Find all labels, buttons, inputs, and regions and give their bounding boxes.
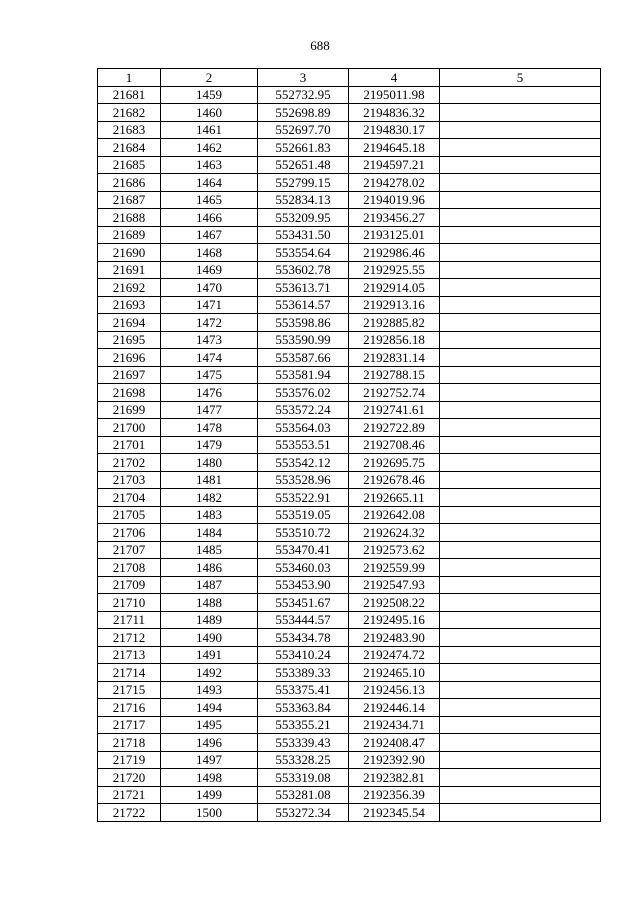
y-coordinate-cell: 2194019.96 — [349, 191, 440, 209]
y-coordinate-cell: 2192474.72 — [349, 646, 440, 664]
table-row — [98, 296, 601, 314]
vertex-number-cell: 1463 — [161, 156, 258, 174]
y-coordinate-cell: 2192547.93 — [349, 576, 440, 594]
y-coordinate-cell: 2192856.18 — [349, 331, 440, 349]
point-number-cell: 21692 — [98, 279, 161, 297]
vertex-number-cell: 1476 — [161, 384, 258, 402]
note-cell — [440, 751, 601, 769]
note-cell — [440, 296, 601, 314]
vertex-number-cell: 1489 — [161, 611, 258, 629]
table-row — [98, 786, 601, 804]
point-number-cell: 21690 — [98, 244, 161, 262]
x-coordinate-cell: 553572.24 — [258, 401, 349, 419]
point-number-cell: 21719 — [98, 751, 161, 769]
table-row — [98, 681, 601, 699]
note-cell — [440, 191, 601, 209]
point-number-cell: 21711 — [98, 611, 161, 629]
vertex-number-cell: 1473 — [161, 331, 258, 349]
vertex-number-cell: 1484 — [161, 524, 258, 542]
table-row — [98, 751, 601, 769]
vertex-number-cell: 1496 — [161, 734, 258, 752]
table-row — [98, 541, 601, 559]
y-coordinate-cell: 2192446.14 — [349, 699, 440, 717]
x-coordinate-cell: 553453.90 — [258, 576, 349, 594]
note-cell — [440, 454, 601, 472]
note-cell — [440, 436, 601, 454]
y-coordinate-cell: 2192788.15 — [349, 366, 440, 384]
table-row — [98, 506, 601, 524]
x-coordinate-cell: 553598.86 — [258, 314, 349, 332]
x-coordinate-cell: 553434.78 — [258, 629, 349, 647]
table-row — [98, 366, 601, 384]
point-number-cell: 21689 — [98, 226, 161, 244]
y-coordinate-cell: 2192483.90 — [349, 629, 440, 647]
table-row — [98, 244, 601, 262]
table-row — [98, 769, 601, 787]
point-number-cell: 21683 — [98, 121, 161, 139]
coordinates-table — [97, 68, 601, 822]
note-cell — [440, 646, 601, 664]
table-row — [98, 436, 601, 454]
table-row — [98, 191, 601, 209]
x-coordinate-cell: 553328.25 — [258, 751, 349, 769]
note-cell — [440, 349, 601, 367]
x-coordinate-cell: 553444.57 — [258, 611, 349, 629]
table-row — [98, 804, 601, 822]
vertex-number-cell: 1495 — [161, 716, 258, 734]
note-cell — [440, 401, 601, 419]
point-number-cell: 21705 — [98, 506, 161, 524]
table-row — [98, 664, 601, 682]
x-coordinate-cell: 553581.94 — [258, 366, 349, 384]
page-number: 688 — [310, 38, 330, 53]
vertex-number-cell: 1468 — [161, 244, 258, 262]
x-coordinate-cell: 553576.02 — [258, 384, 349, 402]
y-coordinate-cell: 2194278.02 — [349, 174, 440, 192]
column-header: 2 — [161, 69, 258, 87]
vertex-number-cell: 1485 — [161, 541, 258, 559]
point-number-cell: 21721 — [98, 786, 161, 804]
table-row — [98, 121, 601, 139]
vertex-number-cell: 1475 — [161, 366, 258, 384]
point-number-cell: 21720 — [98, 769, 161, 787]
table-row — [98, 331, 601, 349]
x-coordinate-cell: 553519.05 — [258, 506, 349, 524]
x-coordinate-cell: 553542.12 — [258, 454, 349, 472]
y-coordinate-cell: 2192741.61 — [349, 401, 440, 419]
x-coordinate-cell: 553470.41 — [258, 541, 349, 559]
point-number-cell: 21695 — [98, 331, 161, 349]
y-coordinate-cell: 2192508.22 — [349, 594, 440, 612]
column-header: 3 — [258, 69, 349, 87]
vertex-number-cell: 1479 — [161, 436, 258, 454]
table-row — [98, 226, 601, 244]
table-row — [98, 401, 601, 419]
table-row — [98, 349, 601, 367]
point-number-cell: 21709 — [98, 576, 161, 594]
point-number-cell: 21703 — [98, 471, 161, 489]
x-coordinate-cell: 553281.08 — [258, 786, 349, 804]
x-coordinate-cell: 552698.89 — [258, 104, 349, 122]
point-number-cell: 21704 — [98, 489, 161, 507]
point-number-cell: 21685 — [98, 156, 161, 174]
x-coordinate-cell: 553510.72 — [258, 524, 349, 542]
note-cell — [440, 314, 601, 332]
y-coordinate-cell: 2192665.11 — [349, 489, 440, 507]
vertex-number-cell: 1478 — [161, 419, 258, 437]
vertex-number-cell: 1499 — [161, 786, 258, 804]
table-row — [98, 384, 601, 402]
point-number-cell: 21713 — [98, 646, 161, 664]
y-coordinate-cell: 2192752.74 — [349, 384, 440, 402]
vertex-number-cell: 1459 — [161, 86, 258, 104]
point-number-cell: 21712 — [98, 629, 161, 647]
vertex-number-cell: 1498 — [161, 769, 258, 787]
vertex-number-cell: 1466 — [161, 209, 258, 227]
point-number-cell: 21691 — [98, 261, 161, 279]
y-coordinate-cell: 2194597.21 — [349, 156, 440, 174]
table-row — [98, 524, 601, 542]
point-number-cell: 21715 — [98, 681, 161, 699]
x-coordinate-cell: 553522.91 — [258, 489, 349, 507]
table-row — [98, 139, 601, 157]
table-row — [98, 86, 601, 104]
point-number-cell: 21710 — [98, 594, 161, 612]
point-number-cell: 21696 — [98, 349, 161, 367]
y-coordinate-cell: 2192392.90 — [349, 751, 440, 769]
vertex-number-cell: 1470 — [161, 279, 258, 297]
table-row — [98, 261, 601, 279]
note-cell — [440, 471, 601, 489]
y-coordinate-cell: 2192722.89 — [349, 419, 440, 437]
x-coordinate-cell: 553614.57 — [258, 296, 349, 314]
column-header: 1 — [98, 69, 161, 87]
x-coordinate-cell: 553602.78 — [258, 261, 349, 279]
table-row — [98, 209, 601, 227]
table-row — [98, 734, 601, 752]
note-cell — [440, 734, 601, 752]
vertex-number-cell: 1469 — [161, 261, 258, 279]
note-cell — [440, 156, 601, 174]
y-coordinate-cell: 2192914.05 — [349, 279, 440, 297]
x-coordinate-cell: 553528.96 — [258, 471, 349, 489]
table-body — [98, 69, 601, 822]
note-cell — [440, 716, 601, 734]
y-coordinate-cell: 2192986.46 — [349, 244, 440, 262]
y-coordinate-cell: 2192678.46 — [349, 471, 440, 489]
x-coordinate-cell: 552697.70 — [258, 121, 349, 139]
table-row — [98, 314, 601, 332]
point-number-cell: 21699 — [98, 401, 161, 419]
vertex-number-cell: 1477 — [161, 401, 258, 419]
point-number-cell: 21702 — [98, 454, 161, 472]
point-number-cell: 21701 — [98, 436, 161, 454]
x-coordinate-cell: 553375.41 — [258, 681, 349, 699]
note-cell — [440, 279, 601, 297]
note-cell — [440, 524, 601, 542]
vertex-number-cell: 1471 — [161, 296, 258, 314]
vertex-number-cell: 1491 — [161, 646, 258, 664]
vertex-number-cell: 1474 — [161, 349, 258, 367]
x-coordinate-cell: 553554.64 — [258, 244, 349, 262]
vertex-number-cell: 1481 — [161, 471, 258, 489]
vertex-number-cell: 1500 — [161, 804, 258, 822]
x-coordinate-cell: 553613.71 — [258, 279, 349, 297]
table-row — [98, 104, 601, 122]
vertex-number-cell: 1483 — [161, 506, 258, 524]
note-cell — [440, 611, 601, 629]
note-cell — [440, 104, 601, 122]
y-coordinate-cell: 2192925.55 — [349, 261, 440, 279]
x-coordinate-cell: 553319.08 — [258, 769, 349, 787]
vertex-number-cell: 1472 — [161, 314, 258, 332]
column-header: 4 — [349, 69, 440, 87]
note-cell — [440, 699, 601, 717]
y-coordinate-cell: 2192345.54 — [349, 804, 440, 822]
x-coordinate-cell: 553410.24 — [258, 646, 349, 664]
note-cell — [440, 576, 601, 594]
note-cell — [440, 541, 601, 559]
x-coordinate-cell: 553363.84 — [258, 699, 349, 717]
point-number-cell: 21687 — [98, 191, 161, 209]
note-cell — [440, 559, 601, 577]
y-coordinate-cell: 2192831.14 — [349, 349, 440, 367]
point-number-cell: 21708 — [98, 559, 161, 577]
vertex-number-cell: 1464 — [161, 174, 258, 192]
point-number-cell: 21697 — [98, 366, 161, 384]
point-number-cell: 21693 — [98, 296, 161, 314]
table-header-row — [98, 69, 601, 87]
x-coordinate-cell: 553389.33 — [258, 664, 349, 682]
table-row — [98, 699, 601, 717]
table-row — [98, 716, 601, 734]
x-coordinate-cell: 553209.95 — [258, 209, 349, 227]
y-coordinate-cell: 2192356.39 — [349, 786, 440, 804]
y-coordinate-cell: 2192559.99 — [349, 559, 440, 577]
note-cell — [440, 384, 601, 402]
point-number-cell: 21694 — [98, 314, 161, 332]
point-number-cell: 21700 — [98, 419, 161, 437]
y-coordinate-cell: 2192913.16 — [349, 296, 440, 314]
note-cell — [440, 664, 601, 682]
note-cell — [440, 174, 601, 192]
y-coordinate-cell: 2194836.32 — [349, 104, 440, 122]
x-coordinate-cell: 553451.67 — [258, 594, 349, 612]
y-coordinate-cell: 2192434.71 — [349, 716, 440, 734]
point-number-cell: 21707 — [98, 541, 161, 559]
vertex-number-cell: 1482 — [161, 489, 258, 507]
y-coordinate-cell: 2192456.13 — [349, 681, 440, 699]
vertex-number-cell: 1462 — [161, 139, 258, 157]
note-cell — [440, 681, 601, 699]
note-cell — [440, 226, 601, 244]
y-coordinate-cell: 2193456.27 — [349, 209, 440, 227]
x-coordinate-cell: 552834.13 — [258, 191, 349, 209]
x-coordinate-cell: 553339.43 — [258, 734, 349, 752]
note-cell — [440, 86, 601, 104]
point-number-cell: 21684 — [98, 139, 161, 157]
point-number-cell: 21714 — [98, 664, 161, 682]
table-row — [98, 419, 601, 437]
point-number-cell: 21717 — [98, 716, 161, 734]
vertex-number-cell: 1488 — [161, 594, 258, 612]
y-coordinate-cell: 2192708.46 — [349, 436, 440, 454]
vertex-number-cell: 1461 — [161, 121, 258, 139]
note-cell — [440, 121, 601, 139]
y-coordinate-cell: 2192382.81 — [349, 769, 440, 787]
y-coordinate-cell: 2193125.01 — [349, 226, 440, 244]
vertex-number-cell: 1487 — [161, 576, 258, 594]
note-cell — [440, 139, 601, 157]
y-coordinate-cell: 2192642.08 — [349, 506, 440, 524]
y-coordinate-cell: 2192495.16 — [349, 611, 440, 629]
y-coordinate-cell: 2195011.98 — [349, 86, 440, 104]
table-row — [98, 576, 601, 594]
y-coordinate-cell: 2192624.32 — [349, 524, 440, 542]
x-coordinate-cell: 553355.21 — [258, 716, 349, 734]
x-coordinate-cell: 553590.99 — [258, 331, 349, 349]
vertex-number-cell: 1497 — [161, 751, 258, 769]
column-header: 5 — [440, 69, 601, 87]
table-row — [98, 174, 601, 192]
vertex-number-cell: 1486 — [161, 559, 258, 577]
x-coordinate-cell: 552799.15 — [258, 174, 349, 192]
x-coordinate-cell: 553587.66 — [258, 349, 349, 367]
point-number-cell: 21698 — [98, 384, 161, 402]
table-row — [98, 471, 601, 489]
table-row — [98, 629, 601, 647]
point-number-cell: 21718 — [98, 734, 161, 752]
y-coordinate-cell: 2192695.75 — [349, 454, 440, 472]
y-coordinate-cell: 2192465.10 — [349, 664, 440, 682]
note-cell — [440, 209, 601, 227]
x-coordinate-cell: 553460.03 — [258, 559, 349, 577]
y-coordinate-cell: 2194645.18 — [349, 139, 440, 157]
table-row — [98, 454, 601, 472]
x-coordinate-cell: 553272.34 — [258, 804, 349, 822]
note-cell — [440, 804, 601, 822]
table-row — [98, 279, 601, 297]
vertex-number-cell: 1494 — [161, 699, 258, 717]
point-number-cell: 21716 — [98, 699, 161, 717]
note-cell — [440, 366, 601, 384]
x-coordinate-cell: 552651.48 — [258, 156, 349, 174]
y-coordinate-cell: 2192885.82 — [349, 314, 440, 332]
x-coordinate-cell: 553564.03 — [258, 419, 349, 437]
table-row — [98, 489, 601, 507]
vertex-number-cell: 1480 — [161, 454, 258, 472]
point-number-cell: 21688 — [98, 209, 161, 227]
point-number-cell: 21686 — [98, 174, 161, 192]
vertex-number-cell: 1493 — [161, 681, 258, 699]
vertex-number-cell: 1465 — [161, 191, 258, 209]
point-number-cell: 21706 — [98, 524, 161, 542]
x-coordinate-cell: 552661.83 — [258, 139, 349, 157]
table-row — [98, 646, 601, 664]
point-number-cell: 21682 — [98, 104, 161, 122]
note-cell — [440, 786, 601, 804]
note-cell — [440, 489, 601, 507]
x-coordinate-cell: 553431.50 — [258, 226, 349, 244]
vertex-number-cell: 1460 — [161, 104, 258, 122]
note-cell — [440, 331, 601, 349]
table-row — [98, 611, 601, 629]
point-number-cell: 21681 — [98, 86, 161, 104]
vertex-number-cell: 1492 — [161, 664, 258, 682]
vertex-number-cell: 1467 — [161, 226, 258, 244]
vertex-number-cell: 1490 — [161, 629, 258, 647]
note-cell — [440, 594, 601, 612]
note-cell — [440, 629, 601, 647]
note-cell — [440, 261, 601, 279]
note-cell — [440, 769, 601, 787]
table-row — [98, 559, 601, 577]
point-number-cell: 21722 — [98, 804, 161, 822]
y-coordinate-cell: 2194830.17 — [349, 121, 440, 139]
x-coordinate-cell: 552732.95 — [258, 86, 349, 104]
note-cell — [440, 506, 601, 524]
note-cell — [440, 419, 601, 437]
y-coordinate-cell: 2192408.47 — [349, 734, 440, 752]
x-coordinate-cell: 553553.51 — [258, 436, 349, 454]
y-coordinate-cell: 2192573.62 — [349, 541, 440, 559]
table-row — [98, 594, 601, 612]
note-cell — [440, 244, 601, 262]
table-row — [98, 156, 601, 174]
